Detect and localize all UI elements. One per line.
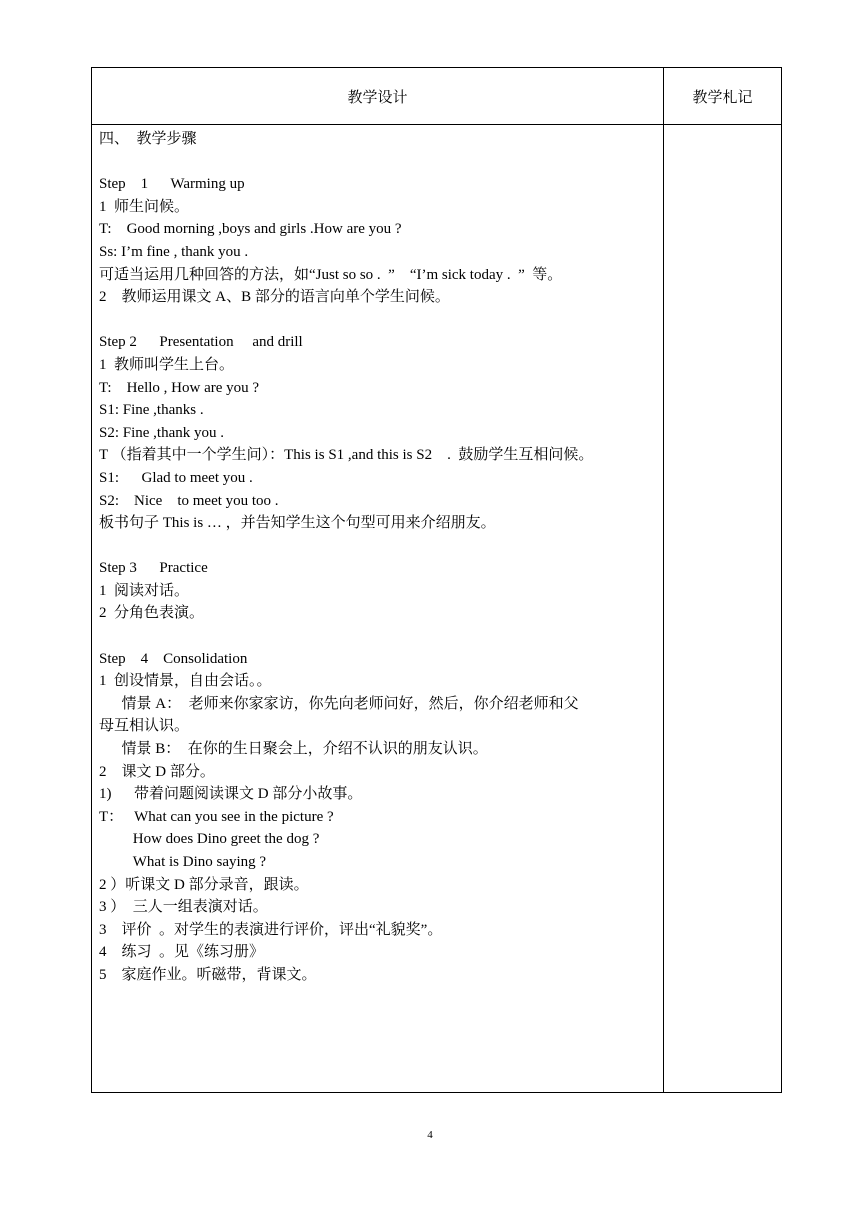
blank-line xyxy=(99,309,657,332)
blank-line xyxy=(99,535,657,558)
content-line: Step 1 Warming up xyxy=(99,176,245,193)
teaching-steps-content xyxy=(92,125,663,987)
header-teaching-notes: 教学札记 xyxy=(664,68,782,125)
page-number: 4 xyxy=(427,1129,433,1141)
content-line: T: Hello , How are you ? xyxy=(99,379,260,396)
content-line: Step 3 Practice xyxy=(99,560,208,577)
lesson-plan-table xyxy=(91,67,782,1093)
content-line: T （指着其中一个学生问）：This is S1 ,and this is S2 . 鼓励学生互相问候。 xyxy=(99,447,594,464)
content-line: 情景 A： 老师来你家家访，你先向老师问好，然后，你介绍老师和父 xyxy=(99,695,579,712)
content-line: What is Dino saying ? xyxy=(99,854,267,870)
content-line: 1 创设情景，自由会话。。 xyxy=(99,673,272,690)
content-line: 1 阅读对话。 xyxy=(99,582,190,599)
content-line: 1 师生问候。 xyxy=(99,198,190,215)
table-body-row xyxy=(92,125,782,1093)
teaching-notes-cell xyxy=(664,125,782,1093)
content-line: 情景 B： 在你的生日聚会上，介绍不认识的朋友认识。 xyxy=(99,741,488,758)
content-line: T： What can you see in the picture ? xyxy=(99,808,334,825)
content-line: 可适当运用几种回答的方法，如“Just so so . ” “I’m sick today . ” 等。 xyxy=(99,266,563,283)
content-line: Ss: I’m fine , thank you . xyxy=(99,243,249,260)
content-line: 5 家庭作业。听磁带，背课文。 xyxy=(99,966,317,983)
content-line: Step 2 Presentation and drill xyxy=(99,334,303,351)
content-line: 1) 带着问题阅读课文 D 部分小故事。 xyxy=(99,786,363,803)
content-line: S2: Nice to meet you too . xyxy=(99,492,279,509)
content-line: 2 ）听课文 D 部分录音，跟读。 xyxy=(99,876,309,893)
content-line: 板书句子 This is … ，并告知学生这个句型可用来介绍朋友。 xyxy=(99,515,496,532)
content-line: Step 4 Consolidation xyxy=(99,650,248,667)
content-line: 2 教师运用课文 A、B 部分的语言向单个学生问候。 xyxy=(99,289,450,306)
content-line: 2 课文 D 部分。 xyxy=(99,763,215,780)
content-line: How does Dino greet the dog ? xyxy=(99,831,320,848)
content-line: S1: Fine ,thanks . xyxy=(99,402,204,419)
blank-line xyxy=(99,151,657,174)
header-teaching-design: 教学设计 xyxy=(92,68,664,125)
content-line: T: Good morning ,boys and girls .How are you ? xyxy=(99,221,402,238)
content-line: 母互相认识。 xyxy=(99,718,190,735)
content-line: 1 教师叫学生上台。 xyxy=(99,356,235,373)
content-line: 4 练习 。见《练习册》 xyxy=(99,944,265,961)
content-line: S2: Fine ,thank you . xyxy=(99,424,225,441)
content-line: 3 ） 三人一组表演对话。 xyxy=(99,899,268,916)
blank-line xyxy=(99,625,657,648)
content-line: 四、 教学步骤 xyxy=(99,131,197,147)
content-line: 2 分角色表演。 xyxy=(99,605,205,622)
table-header-row xyxy=(92,68,782,125)
content-line: 3 评价 。对学生的表演进行评价，评出“礼貌奖”。 xyxy=(99,921,443,938)
content-line: S1: Glad to meet you . xyxy=(99,469,253,486)
teaching-design-cell xyxy=(92,125,664,1093)
